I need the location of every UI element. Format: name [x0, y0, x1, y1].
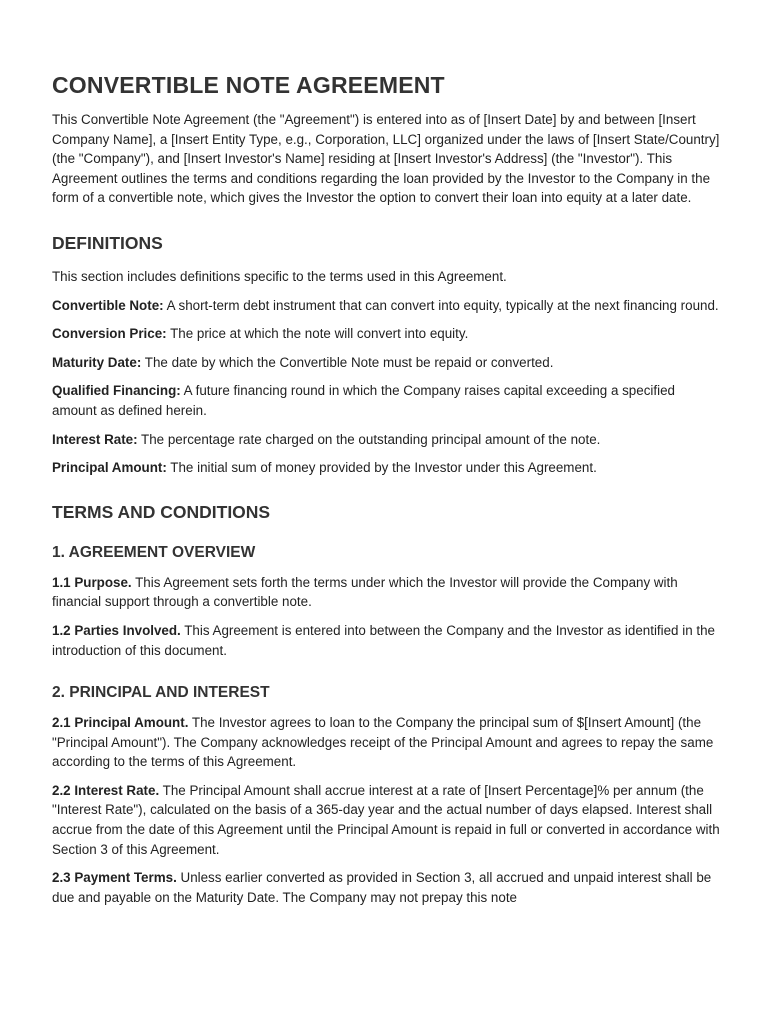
- definition-item: [52, 381, 722, 420]
- definitions-intro: This section includes definitions specific to the terms used in this Agreement.: [52, 268, 507, 284]
- section-heading: 2. PRINCIPAL AND INTEREST: [52, 684, 270, 702]
- clause: [52, 573, 722, 612]
- clause: [52, 781, 722, 859]
- definition-term: Principal Amount:: [52, 460, 167, 476]
- document-title: CONVERTIBLE NOTE AGREEMENT: [52, 72, 445, 98]
- clause-term: 1.2 Parties Involved.: [52, 622, 181, 638]
- definition-term: Conversion Price:: [52, 326, 167, 342]
- document-page: [52, 70, 722, 916]
- clause-text: This Agreement is entered into between the Company and the Investor as identified in the introduction of this document.: [52, 622, 715, 658]
- definition-text: The price at which the note will convert into equity.: [166, 326, 469, 342]
- definition-text: The percentage rate charged on the outstanding principal amount of the note.: [137, 431, 601, 447]
- definition-item: [52, 430, 722, 450]
- clause-text: The Principal Amount shall accrue interest at a rate of [Insert Percentage]% per annum (the "Interest Rate"), calculated on the basis of a 365-day year and the actual number of days elapsed. Interest shall accrue from the date of this Agreement until the Principal Amount is repaid in full or converted in accordance with Section 3 of this Agreement.: [52, 782, 720, 857]
- definition-term: Interest Rate:: [52, 431, 138, 447]
- definition-text: A short-term debt instrument that can convert into equity, typically at the next financing round.: [163, 297, 719, 313]
- clause: [52, 868, 722, 907]
- spacer: [52, 669, 722, 683]
- definition-term: Qualified Financing:: [52, 383, 181, 399]
- spacer: [52, 487, 722, 501]
- terms-heading: TERMS AND CONDITIONS: [52, 501, 271, 522]
- clause-text: This Agreement sets forth the terms under which the Investor will provide the Company with financial support through a convertible note.: [52, 574, 678, 610]
- definitions-heading: DEFINITIONS: [52, 232, 163, 253]
- definition-term: Maturity Date:: [52, 354, 142, 370]
- definition-text: A future financing round in which the Company raises capital exceeding a specified amount as defined herein.: [52, 383, 675, 418]
- intro-paragraph: This Convertible Note Agreement (the "Agreement") is entered into as of [Insert Date] by and between [Insert Company Name], a [Insert Entity Type, e.g., Corporation, LLC] organized under the laws of [Insert State/Country] (the "Company"), and [Insert Investor's Name] residing at [Insert Investor's Address] (the "Investor"). This Agreement outlines the terms and conditions regarding the loan provided by the Investor to the Company in the form of a convertible note, which gives the Investor the option to convert their loan into equity at a later date.: [52, 112, 720, 206]
- clause-term: 2.1 Principal Amount.: [52, 715, 189, 731]
- clause-term: 2.2 Interest Rate.: [52, 782, 160, 798]
- clause-text: The Investor agrees to loan to the Company the principal sum of $[Insert Amount] (the "Principal Amount"). The Company acknowledges receipt of the Principal Amount and agrees to repay the same according to the terms of this Agreement.: [52, 715, 714, 770]
- definition-text: The date by which the Convertible Note must be repaid or converted.: [141, 354, 554, 370]
- definition-item: [52, 458, 722, 478]
- definition-text: The initial sum of money provided by the Investor under this Agreement.: [166, 460, 597, 476]
- definition-item: [52, 353, 722, 373]
- clause: [52, 621, 722, 660]
- clause: [52, 713, 722, 772]
- definition-item: [52, 324, 722, 344]
- clause-term: 1.1 Purpose.: [52, 574, 132, 590]
- section-heading: 1. AGREEMENT OVERVIEW: [52, 543, 256, 561]
- clause-term: 2.3 Payment Terms.: [52, 870, 177, 886]
- clause-text: Unless earlier converted as provided in Section 3, all accrued and unpaid interest shall be due and payable on the Maturity Date. The Company may not prepay this note: [52, 870, 712, 905]
- definition-item: [52, 296, 722, 316]
- definition-term: Convertible Note:: [52, 297, 164, 313]
